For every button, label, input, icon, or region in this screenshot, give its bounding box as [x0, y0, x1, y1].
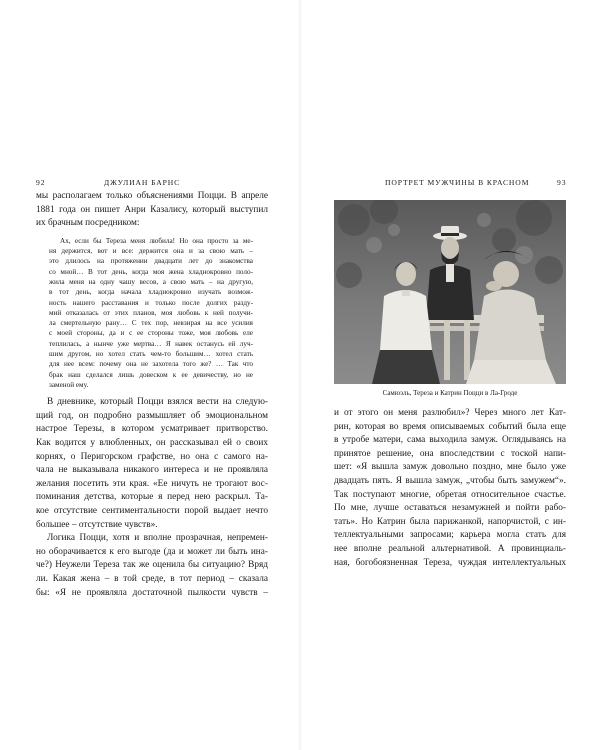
text-line: большее – отсутствие чувств».: [36, 519, 158, 530]
text-line: ли. Какая жена – в той среде, в тот период – сказала: [36, 573, 268, 584]
text-line: Так поступают многие, обретая относительное счастье.: [334, 489, 566, 500]
text-line: кое отсутствие сентиментальности порой выдает нечто: [36, 505, 268, 516]
family-photograph: [334, 200, 566, 384]
text-line: тать». Но Катрин была парижанкой, напорчистой, с ин-: [334, 516, 566, 527]
text-line: Логика Поцци, хотя и вполне прозрачная, непремен-: [47, 533, 268, 544]
text-line: их брачным посредником:: [36, 218, 140, 229]
text-line: принятое решение, она впоследствии с тоской напи-: [334, 448, 566, 459]
text-line: мы располагаем только объяснениями Поцци. В апреле: [36, 191, 268, 201]
paragraph-intro: [36, 190, 268, 231]
running-head-author: ДЖУЛИАН БАРНС: [104, 178, 181, 187]
paragraph-logic: [36, 532, 268, 600]
text-line: чала не выказывала никакого интереса и не проявляла: [36, 465, 268, 476]
quote-line: заменой ему.: [49, 380, 89, 389]
text-line: теллектуальными запросами; карьера могла стать для: [334, 530, 566, 541]
quote-line: жила меня на одну чашу весов, а свою мать – на другую,: [49, 277, 253, 286]
paragraph-diary: [36, 396, 268, 532]
quote-line: это длилось на протяжении двадцати лет до знакомства: [49, 257, 253, 266]
running-head-title: ПОРТРЕТ МУЖЧИНЫ В КРАСНОМ: [385, 178, 530, 187]
quote-line: для нее всем: почему она не захотела того же? … Так что: [49, 360, 253, 369]
text-line: поминания детства, которые я перед нею раскрыл. Та-: [36, 492, 268, 503]
quote-line: в тот день, когда начала хладнокровно изучать возмож-: [49, 288, 253, 297]
text-line: корнях, о Перигорском графстве, но она с самого на-: [36, 451, 268, 462]
left-text-column: [36, 190, 268, 600]
quote-line: ность нашего расставания и только после долгих разду-: [49, 298, 253, 307]
text-line: 1881 года он пишет Анри Казалису, который выступил: [36, 204, 268, 215]
text-line: бы: «Я не проявляла достаточной пылкости чувств –: [36, 587, 268, 598]
quote-line: мий отказалась от этих планов, моя любовь к ней получи-: [49, 308, 253, 317]
quote-line: теплилась, а нынче уже мертва… Я навек останусь ей луч-: [49, 339, 253, 348]
quote-line: с моей стороны, да и с ее стороны тоже, моя любовь еле: [49, 329, 253, 338]
text-line: щий год, он подробно размышляет об эмоциональном: [36, 410, 268, 421]
text-line: ная, богобоязненная Тереза, чуждая интеллектуальных: [334, 557, 566, 568]
text-line: и от этого он меня разлюбил»? Через много лет Кат-: [334, 408, 566, 418]
quote-line: ня держится, вот и все: держится она и за свою мать –: [49, 247, 253, 256]
quote-line: со мной… В тот день, когда моя жена хладнокровно поло-: [49, 267, 253, 276]
text-line: нее вполне реальной альтернативой. А провинциаль-: [334, 543, 566, 554]
quote-line: Ах, если бы Тереза меня любила! Но она просто за ме-: [60, 236, 253, 245]
text-line: но оборачивается к его выгоде (да и может ли быть ина-: [36, 546, 268, 557]
text-line: рин, которая во время описываемых событий была еще: [334, 421, 566, 432]
text-line: настрое Терезы, в котором усматривает притворство.: [36, 424, 268, 435]
text-line: че?) Неужели Тереза так же оценила бы ситуацию? Вряд: [36, 560, 268, 571]
text-line: шет: «Я вышла замуж довольно поздно, мне было уже: [334, 462, 566, 473]
block-quote: [49, 236, 253, 390]
quote-line: ла смертельную рану… С тех пор, невзирая на все усилия: [49, 319, 253, 328]
text-line: Как водится у влюбленных, он рассказывал ей о своих: [36, 438, 268, 449]
page-number-right: 93: [557, 178, 567, 187]
text-line: В дневнике, который Поцци взялся вести на следую-: [47, 397, 268, 408]
right-page: [300, 0, 600, 750]
text-line: По мне, лучше оставаться незамужней и пойти рабо-: [334, 503, 566, 514]
text-line: двадцать пять. Я вышла замуж, „чтобы быть замужем“».: [334, 475, 566, 486]
right-text-column: [334, 407, 566, 570]
page-number-left: 92: [36, 178, 46, 187]
photo-caption: Самюэль, Тереза и Катрин Поцци в Ла-Гроде: [382, 389, 518, 397]
text-line: в утробе матери, сама выходила замуж. Оглядываясь на: [334, 435, 566, 446]
text-line: желания посетить эти края. «Ее ничуть не трогают вос-: [36, 478, 268, 489]
quote-line: шим другом, но хотел стать чем-то большим… хотел стать: [49, 350, 253, 359]
quote-line: брак наш сделался лишь довеском к ее девичеству, но не: [49, 370, 253, 379]
